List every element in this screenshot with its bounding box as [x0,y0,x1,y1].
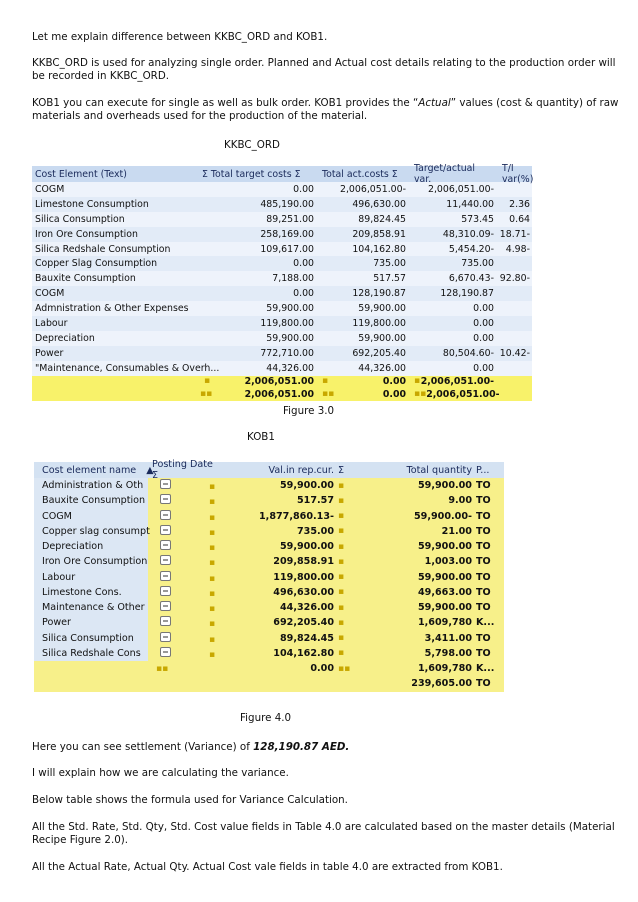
kob1-cell-quantity: 9.00 [448,495,472,507]
sum-bullet-icon: ▪ [209,497,216,508]
sum-bullet-icon: ▪ [338,602,345,613]
kob1-cell-quantity: 59,900.00- [414,510,472,522]
kkbc-cell-variance: 0.00 [473,362,494,374]
kob1-cell-unit: TO [476,480,491,492]
kob1-desc-part2: ” values (cost & quantity) of raw materials and overheads used for the production of the material. [32,97,619,122]
kkbc-grand-actual: 0.00 [382,388,406,400]
sum-bullet-icon: ▪ [338,633,345,644]
kob1-cell-value: 692,205.40 [273,617,334,629]
kob1-cell-unit: TO [476,556,491,568]
printer-icon[interactable] [160,494,171,504]
kkbc-description: KKBC_ORD is used for analyzing single order. Planned and Actual cost details relating to the production order will be recorded in KKBC_ORD. [32,57,616,82]
kkbc-cell-actual: 104,162.80 [352,243,406,255]
kob1-row[interactable] [34,509,504,524]
explain-line: I will explain how we are calculating the variance. [32,767,289,779]
kkbc-cell-actual: 44,326.00 [358,362,406,374]
kkbc-cell-cost-element: Limestone Consumption [35,198,149,210]
sum-bullet-icon: ▪ [209,649,216,660]
sum-bullet-icon: ▪ [338,587,345,598]
sum-bullet-icon: ▪ [338,556,345,567]
kkbc-header-row [32,163,534,185]
kkbc-cell-variance: 0.00 [473,303,494,315]
kob1-cell-unit: TO [476,495,491,507]
sum-bullet-icon: ▪ [209,619,216,630]
kkbc-header-cost-element[interactable]: Cost Element (Text) [35,168,127,180]
kkbc-header-target[interactable]: Σ Total target costs Σ [202,168,301,180]
kkbc-cell-variance: 128,190.87 [440,288,494,300]
printer-icon[interactable] [160,632,171,642]
kob1-total-unit-2: TO [476,678,491,690]
printer-icon[interactable] [160,571,171,581]
kkbc-grand-total-row [32,388,532,401]
kkbc-cell-target: 0.00 [293,183,314,195]
sum-bullet-icon: ▪ [209,482,216,493]
kob1-cell-unit: K... [476,617,495,629]
printer-icon[interactable] [160,555,171,565]
kkbc-cell-target: 258,169.00 [260,228,314,240]
kob1-row[interactable] [34,478,504,493]
kkbc-total-bullet: ▪ [322,376,329,387]
kob1-cell-unit: TO [476,571,491,583]
kkbc-cell-target: 7,188.00 [272,273,314,285]
kkbc-cell-actual: 59,900.00 [358,303,406,315]
kkbc-cell-cost-element: COGM [35,288,65,300]
kkbc-body [32,182,532,376]
kob1-row[interactable] [34,631,504,646]
kob1-total-unit: K... [476,663,495,675]
kob1-cell-posting-date[interactable] [148,647,218,660]
kkbc-row[interactable] [32,316,532,331]
printer-icon[interactable] [160,525,171,535]
kob1-cell-value: 119,800.00 [273,571,334,583]
kkbc-header-actual[interactable]: Total act.costs Σ [322,168,398,180]
kob1-cell-posting-date[interactable] [148,555,218,568]
sum-bullet-icon: ▪ [338,572,345,583]
kkbc-cell-target: 44,326.00 [266,362,314,374]
kob1-cell-unit: TO [476,647,491,659]
sum-bullet-icon: ▪ [209,588,216,599]
kkbc-cell-variance: 2,006,051.00- [427,183,494,195]
kob1-row[interactable] [34,539,504,554]
kob1-cell-quantity: 59,900.00 [417,541,472,553]
sum-bullet-icon: ▪ [338,495,345,506]
settlement-amount: 128,190.87 AED. [253,741,350,753]
kkbc-cell-actual: 209,858.91 [352,228,406,240]
kob1-cell-quantity: 21.00 [441,525,472,537]
sum-bullet-icon: ▪ [209,573,216,584]
kkbc-cell-variance-pct: 4.98- [505,243,530,255]
kob1-body [34,478,504,661]
printer-icon[interactable] [160,540,171,550]
kkbc-header-variance-pct[interactable]: T/I var(%) [502,163,534,185]
kkbc-cell-cost-element: Bauxite Consumption [35,273,136,285]
kkbc-cell-cost-element: Silica Redshale Consumption [35,243,171,255]
kkbc-cell-target: 59,900.00 [266,332,314,344]
kkbc-grand-bullet: ▪▪ [322,388,335,399]
kkbc-total-row [32,376,532,389]
kkbc-cell-target: 89,251.00 [266,213,314,225]
printer-icon[interactable] [160,616,171,626]
kkbc-cell-target: 59,900.00 [266,303,314,315]
kkbc-cell-target: 772,710.00 [260,347,314,359]
printer-icon[interactable] [160,510,171,520]
kkbc-cell-variance: 80,504.60- [442,347,494,359]
kkbc-cell-actual: 692,205.40 [352,347,406,359]
kkbc-cell-variance: 5,454.20- [448,243,494,255]
kkbc-row[interactable] [32,271,532,286]
sort-asc-icon[interactable]: ▲ [146,464,154,476]
kkbc-cell-variance: 0.00 [473,332,494,344]
kkbc-cell-actual: 119,800.00 [352,317,406,329]
kob1-cell-unit: TO [476,510,491,522]
kob1-cell-posting-date[interactable] [148,571,218,584]
kkbc-cell-cost-element: Depreciation [35,332,95,344]
kob1-cell-value: 59,900.00 [279,541,334,553]
kob1-row[interactable] [34,615,504,630]
kob1-row[interactable] [34,493,504,508]
kkbc-cell-variance: 48,310.09- [442,228,494,240]
kob1-desc-part1: KOB1 you can execute for single as well as bulk order. KOB1 provides the “ [32,97,419,109]
kob1-description [32,97,622,123]
kkbc-row[interactable] [32,212,532,227]
kkbc-row[interactable] [32,256,532,271]
kob1-cell-posting-date[interactable] [148,494,218,507]
kkbc-cell-target: 109,617.00 [260,243,314,255]
kob1-cell-posting-date[interactable] [148,540,218,553]
kkbc-cell-variance-pct: 92.80- [499,273,530,285]
kob1-total-row-2 [34,676,504,691]
kob1-cell-cost-element: Bauxite Consumption [34,493,148,508]
kob1-cell-cost-element: Maintenance & Other [34,600,148,615]
sum-bullet-icon: ▪ [209,512,216,523]
kob1-cell-unit: TO [476,525,491,537]
kkbc-title: KKBC_ORD [224,139,280,151]
kob1-cell-posting-date[interactable] [148,479,218,492]
kob1-cell-unit: TO [476,541,491,553]
sum-bullet-icon: ▪ [338,480,345,491]
kkbc-row[interactable] [32,286,532,301]
kob1-title: KOB1 [247,431,275,443]
kob1-cell-value: 496,630.00 [273,586,334,598]
printer-icon[interactable] [160,586,171,596]
kob1-cell-quantity: 5,798.00 [424,647,472,659]
printer-icon[interactable] [160,601,171,611]
kob1-cell-quantity: 49,663.00 [417,586,472,598]
kob1-cell-value: 44,326.00 [279,602,334,614]
settlement-part1: Here you can see settlement (Variance) of [32,741,254,753]
kob1-total-bullet: ▪▪ [338,663,351,674]
kkbc-cell-target: 0.00 [293,288,314,300]
kkbc-cell-variance-pct: 0.64 [509,213,530,225]
kob1-total-value: 0.00 [310,663,334,675]
kob1-cell-cost-element: Limestone Cons. [34,585,148,600]
kkbc-total-bullet: ▪ [414,376,421,387]
kkbc-cell-target: 485,190.00 [260,198,314,210]
kob1-cell-quantity: 59,900.00 [417,602,472,614]
printer-icon[interactable] [160,479,171,489]
kkbc-cell-actual: 517.57 [373,273,406,285]
intro-line: Let me explain difference between KKBC_ORD and KOB1. [32,31,328,43]
kob1-header-cost-element-label: Cost element name [42,464,137,476]
kob1-row[interactable] [34,554,504,569]
sum-bullet-icon: ▪ [338,511,345,522]
kkbc-cell-variance: 0.00 [473,317,494,329]
kob1-total-quantity: 1,609,780 [417,663,472,675]
kkbc-cell-actual: 128,190.87 [352,288,406,300]
kkbc-cell-actual: 2,006,051.00- [339,183,406,195]
kkbc-row[interactable] [32,182,532,197]
kkbc-total-actual: 0.00 [382,376,406,388]
kob1-cell-cost-element: Depreciation [34,539,148,554]
formula-line: Below table shows the formula used for Variance Calculation. [32,794,348,806]
kob1-total-row [34,661,504,676]
kkbc-row[interactable] [32,242,532,257]
kkbc-cell-variance-pct: 10.42- [499,347,530,359]
kob1-row[interactable] [34,585,504,600]
kkbc-cell-variance: 11,440.00 [446,198,494,210]
kob1-cell-cost-element: COGM [34,509,148,524]
kob1-cell-value: 59,900.00 [279,480,334,492]
kkbc-cell-variance-pct: 2.36 [509,198,530,210]
kob1-table [34,459,504,692]
kob1-cell-value: 517.57 [296,495,334,507]
kkbc-cell-target: 119,800.00 [260,317,314,329]
kkbc-row[interactable] [32,301,532,316]
kkbc-cell-cost-element: Labour [35,317,68,329]
kob1-cell-posting-date[interactable] [148,632,218,645]
kob1-cell-cost-element: Labour [34,570,148,585]
kkbc-cell-variance: 573.45 [461,213,494,225]
kkbc-cell-cost-element: Copper Slag Consumption [35,258,158,270]
settlement-text [32,741,622,754]
kob1-caption: Figure 4.0 [240,712,292,724]
kob1-cell-cost-element: Silica Redshale Cons [34,646,148,661]
kkbc-cell-actual: 496,630.00 [352,198,406,210]
kob1-cell-value: 209,858.91 [273,556,334,568]
kkbc-grand-bullet: ▪▪ [200,388,213,399]
kkbc-cell-cost-element: Admnistration & Other Expenses [35,303,189,315]
kkbc-row[interactable] [32,346,532,361]
kob1-cell-unit: TO [476,586,491,598]
printer-icon[interactable] [160,647,171,657]
kob1-cell-unit: TO [476,632,491,644]
kkbc-grand-variance: 2,006,051.00- [426,388,500,400]
kob1-cell-value: 735.00 [296,525,334,537]
sum-bullet-icon: ▪ [209,527,216,538]
kob1-cell-cost-element: Copper slag consumpt [34,524,148,539]
kob1-cell-cost-element: Power [34,615,148,630]
kkbc-grand-bullet: ▪▪ [414,388,427,399]
kob1-total-bullet: ▪▪ [156,663,169,674]
kob1-cell-quantity: 1,003.00 [424,556,472,568]
sum-bullet-icon: ▪ [209,558,216,569]
sum-bullet-icon: ▪ [209,634,216,645]
kob1-cell-quantity: 1,609,780 [417,617,472,629]
kob1-cell-posting-date[interactable] [148,601,218,614]
kkbc-cell-actual: 59,900.00 [358,332,406,344]
kob1-header-row [34,459,504,481]
sum-bullet-icon: ▪ [338,648,345,659]
kkbc-cell-variance-pct: 18.71- [499,228,530,240]
kob1-total-quantity-2: 239,605.00 [411,678,472,690]
kkbc-cell-target: 0.00 [293,258,314,270]
kkbc-cell-actual: 89,824.45 [358,213,406,225]
kkbc-cell-cost-element: Iron Ore Consumption [35,228,138,240]
kob1-cell-quantity: 59,900.00 [417,571,472,583]
kob1-row[interactable] [34,570,504,585]
kob1-header-quantity[interactable]: Total quantity [406,464,472,476]
kob1-cell-unit: TO [476,602,491,614]
kkbc-cell-variance: 6,670.43- [448,273,494,285]
sum-bullet-icon: ▪ [338,541,345,552]
kkbc-header-variance[interactable]: Target/actual var. [414,163,476,185]
kob1-cell-quantity: 59,900.00 [417,480,472,492]
kkbc-cell-cost-element: COGM [35,183,65,195]
kkbc-grand-target: 2,006,051.00 [244,388,314,400]
kkbc-row[interactable] [32,197,532,212]
kob1-cell-cost-element: Silica Consumption [34,631,148,646]
kob1-header-sigma[interactable]: Σ [338,464,345,476]
kob1-header-unit[interactable]: P... [476,464,490,476]
kkbc-cell-cost-element: Silica Consumption [35,213,125,225]
std-fields-line: All the Std. Rate, Std. Qty, Std. Cost value fields in Table 4.0 are calculated based on the master details (Material Recipe Figure 2.0). [32,821,615,846]
kob1-cell-value: 1,877,860.13- [259,510,334,522]
actual-fields-line: All the Actual Rate, Actual Qty. Actual Cost vale fields in table 4.0 are extracted from KOB1. [32,861,503,873]
kob1-row[interactable] [34,524,504,539]
kkbc-row[interactable] [32,361,532,376]
kkbc-table [32,163,534,401]
sum-bullet-icon: ▪ [209,543,216,554]
kob1-cell-value: 89,824.45 [279,632,334,644]
kkbc-caption: Figure 3.0 [283,405,335,417]
kkbc-row[interactable] [32,227,532,242]
kob1-cell-posting-date[interactable] [148,616,218,629]
actual-emphasis: Actual [418,97,451,109]
kob1-row[interactable] [34,600,504,615]
kob1-header-cost-element[interactable] [34,462,154,478]
kkbc-total-bullet: ▪ [204,376,211,387]
kob1-cell-posting-date[interactable] [148,510,218,523]
sum-bullet-icon: ▪ [338,526,345,537]
kkbc-cell-variance: 735.00 [461,258,494,270]
kkbc-cell-actual: 735.00 [373,258,406,270]
kob1-row[interactable] [34,646,504,661]
kkbc-row[interactable] [32,331,532,346]
kkbc-cell-cost-element: "Maintenance, Consumables & Overh... [35,362,220,374]
kkbc-total-variance: 2,006,051.00- [420,376,494,388]
kob1-cell-value: 104,162.80 [273,647,334,659]
sum-bullet-icon: ▪ [338,617,345,628]
kob1-cell-posting-date[interactable] [148,525,218,538]
kob1-cell-cost-element: Iron Ore Consumption [34,554,148,569]
kob1-header-value[interactable]: Val.in rep.cur. [268,464,334,476]
kob1-header-posting-date[interactable]: Posting Date Σ [152,459,213,481]
kob1-cell-cost-element: Administration & Oth [34,478,148,493]
sum-bullet-icon: ▪ [209,604,216,615]
kkbc-cell-cost-element: Power [35,347,64,359]
kob1-cell-posting-date[interactable] [148,586,218,599]
kkbc-total-target: 2,006,051.00 [244,376,314,388]
kob1-cell-quantity: 3,411.00 [424,632,472,644]
